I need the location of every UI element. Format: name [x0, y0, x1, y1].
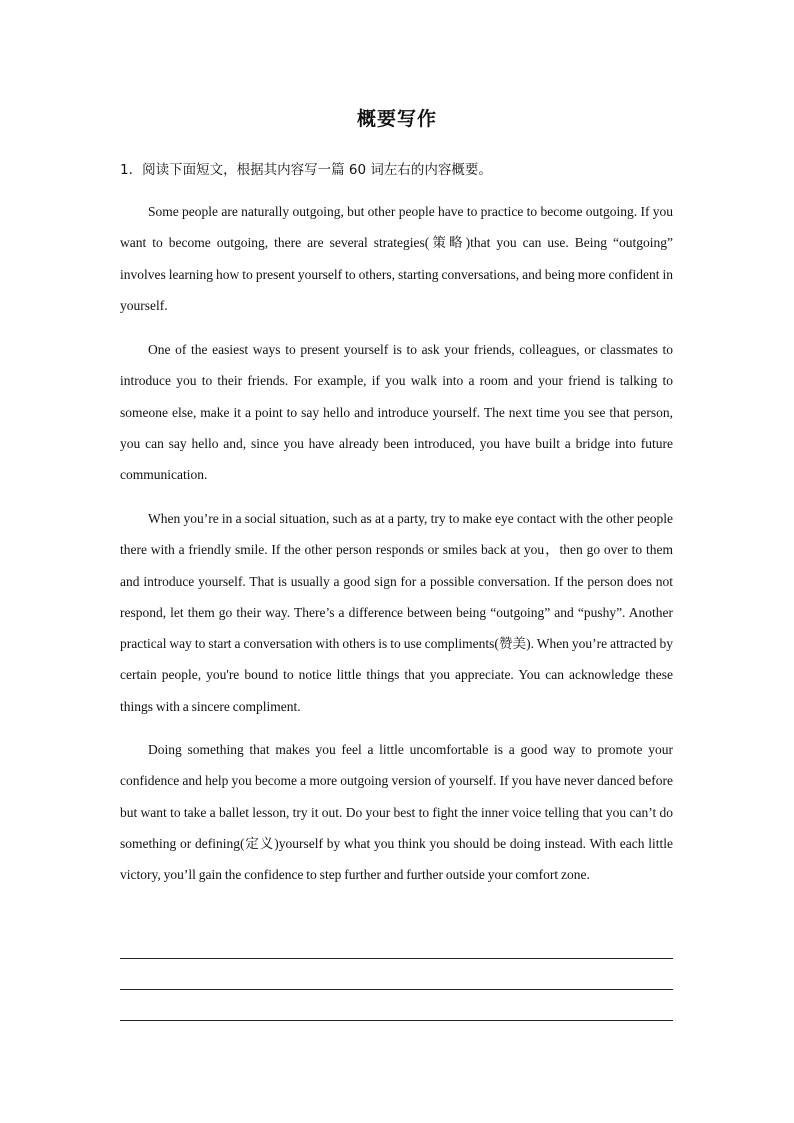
answer-line-1[interactable]	[120, 958, 673, 959]
passage-paragraph-2: One of the easiest ways to present yourself is to ask your friends, colleagues, or classmates to introduce you to their friends. For example, if you walk into a room and your friend is talking to someone else, make it a point to say hello and introduce yourself. The next time you see that person, you can say hello and, since you have already been introduced, you have built a bridge into future communication.	[120, 342, 673, 483]
passage-paragraph-1: Some people are naturally outgoing, but other people have to practice to become outgoing. If you want to become outgoing, there are several strategies(策略)that you can use. Being “outgoing” involves learning how to present yourself to others, starting conversations, and being more confident in yourself.	[120, 204, 673, 313]
question-prompt: 1．阅读下面短文，根据其内容写一篇 60 词左右的内容概要。	[120, 162, 492, 178]
page-title: 概要写作	[356, 108, 437, 130]
answer-line-3[interactable]	[120, 1020, 673, 1021]
passage-paragraph-3: When you’re in a social situation, such as at a party, try to make eye contact with the other people there with a friendly smile. If the other person responds or smiles back at you，then go over to them and introduce yourself. That is usually a good sign for a possible conversation. If the person does not respond, let them go their way. There’s a difference between being “outgoing” and “pushy”. Another practical way to start a conversation with others is to use compliments(赞美). When you’re attracted by certain people, you're bound to notice little things that you appreciate. You can acknowledge these things with a sincere compliment.	[120, 511, 673, 714]
answer-line-2[interactable]	[120, 989, 673, 990]
passage-paragraph-4: Doing something that makes you feel a little uncomfortable is a good way to promote your confidence and help you become a more outgoing version of yourself. If you have never danced before but want to take a ballet lesson, try it out. Do your best to fight the inner voice telling that you can’t do something or defining(定义)yourself by what you think you should be doing instead. With each little victory, you’ll gain the confidence to step further and further outside your comfort zone.	[120, 742, 673, 883]
